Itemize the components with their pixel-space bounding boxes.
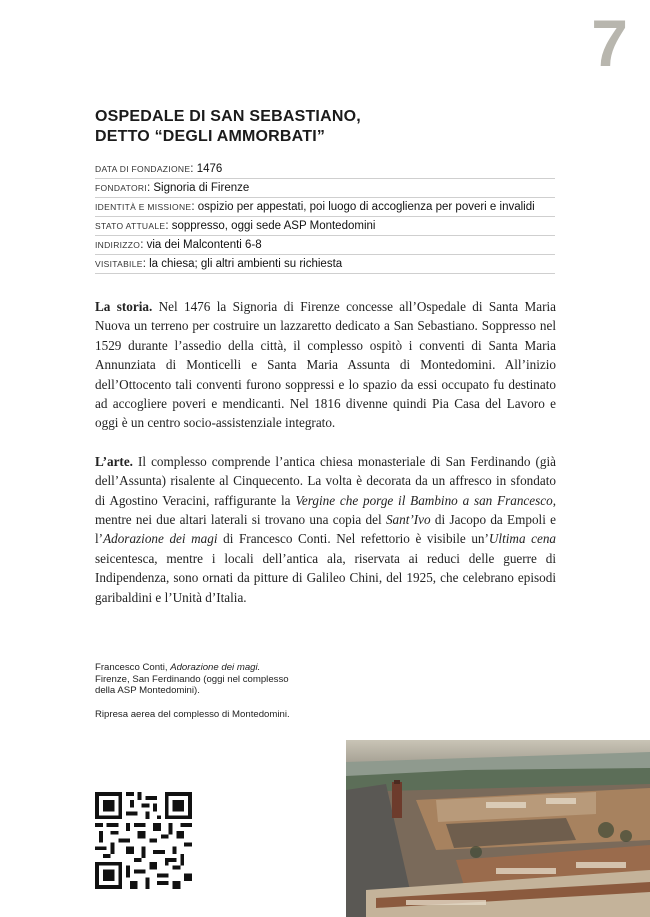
artwork-title: Vergine che porge il Bambino a san Francesco	[295, 492, 553, 508]
paragraph-heading: La storia.	[95, 299, 153, 314]
paragraph-text: di Jacopo da Empoli e l’	[95, 512, 557, 547]
fact-row-current-status: STATO ATTUALE: soppresso, oggi sede ASP Montedomini	[95, 217, 555, 236]
fact-row-founders: FONDATORI: Signoria di Firenze	[95, 179, 555, 198]
fact-label: DATA DI FONDAZIONE	[95, 164, 191, 174]
fact-value: la chiesa; gli altri ambienti su richiesta	[149, 258, 343, 270]
fact-label: VISITABILE	[95, 259, 143, 269]
captions	[95, 662, 295, 732]
fact-label: STATO ATTUALE	[95, 221, 166, 231]
fact-label: IDENTITÀ E MISSIONE	[95, 202, 192, 212]
aerial-photo	[346, 740, 650, 917]
artwork-title: Sant’Ivo	[385, 512, 431, 528]
caption-text: Ripresa aerea del complesso di Montedomini.	[95, 708, 290, 720]
caption-work: Adorazione dei magi.	[170, 662, 261, 673]
page-title	[95, 107, 555, 147]
paragraph-storia	[95, 297, 556, 433]
paragraph-text: di Francesco Conti. Nel refettorio è visibile un’	[223, 531, 489, 547]
fact-label: FONDATORI	[95, 183, 147, 193]
fact-value: ospizio per appestati, poi luogo di accoglienza per poveri e invalidi	[197, 201, 535, 213]
caption-location: Firenze, San Ferdinando (oggi nel complesso della ASP Montedomini).	[95, 673, 289, 696]
page-number: 7	[591, 6, 628, 80]
fact-label: INDIRIZZO	[95, 240, 141, 250]
artwork-title: Ultima cena	[488, 531, 557, 547]
paragraph-text: Nel 1476 la Signoria di Firenze concesse all’Ospedale di Santa Maria Nuova un terreno per costruire un lazzaretto dedicato a San Sebastiano. Soppresso nel 1529 durante l’assedio della città, il complesso ospitò i conventi di Santa Maria Annunziata di Monticelli e Santa Maria Assunta di Montedomini. All’inizio dell’Ottocento tali conventi furono soppressi e lo spazio da essi occupato fu destinato ad accogliere poveri e mendicanti. Nel 1816 divenne quindi Pia Casa del Lavoro e oggi è un centro socio-assistenziale integrato.	[95, 299, 556, 431]
facts-table	[95, 160, 555, 274]
caption-painting	[95, 662, 295, 697]
caption-aerial	[95, 709, 295, 721]
body-text	[95, 297, 556, 626]
fact-row-founding-date: DATA DI FONDAZIONE: 1476	[95, 160, 555, 179]
qr-code-icon[interactable]	[95, 792, 192, 889]
fact-value: soppresso, oggi sede ASP Montedomini	[171, 220, 376, 232]
paragraph-arte	[95, 452, 556, 607]
caption-author: Francesco Conti,	[95, 662, 168, 673]
artwork-title: Adorazione dei magi	[103, 531, 218, 547]
fact-value: via dei Malcontenti 6-8	[146, 239, 262, 251]
fact-value: 1476	[196, 163, 223, 175]
paragraph-text: seicentesca, mentre i locali dell’antica ala, riservata ai reduci delle guerre di Indipendenza, sono ornati da pitture di Galileo Chini, del 1925, che celebrano episodi garibaldini e l’Unità d’Italia.	[95, 550, 556, 605]
fact-row-address: INDIRIZZO: via dei Malcontenti 6-8	[95, 236, 555, 255]
paragraph-text: , mentre nei due altari laterali si trovano una copia del	[95, 492, 557, 528]
paragraph-text: Il complesso comprende l’antica chiesa monasteriale di San Ferdinando (già dell’Assunta) risalente al Cinquecento. La volta è decorata da un affresco in sfondato di Agostino Veracini, raffigurante la	[95, 453, 557, 508]
title-line-1: OSPEDALE DI SAN SEBASTIANO,	[95, 108, 361, 125]
title-line-2: DETTO “DEGLI AMMORBATI”	[95, 128, 326, 145]
fact-row-identity-mission: IDENTITÀ E MISSIONE: ospizio per appestati, poi luogo di accoglienza per poveri e invalidi	[95, 198, 555, 217]
fact-row-visitable: VISITABILE: la chiesa; gli altri ambienti su richiesta	[95, 255, 555, 274]
fact-value: Signoria di Firenze	[153, 182, 250, 194]
paragraph-heading: L’arte.	[95, 453, 133, 469]
